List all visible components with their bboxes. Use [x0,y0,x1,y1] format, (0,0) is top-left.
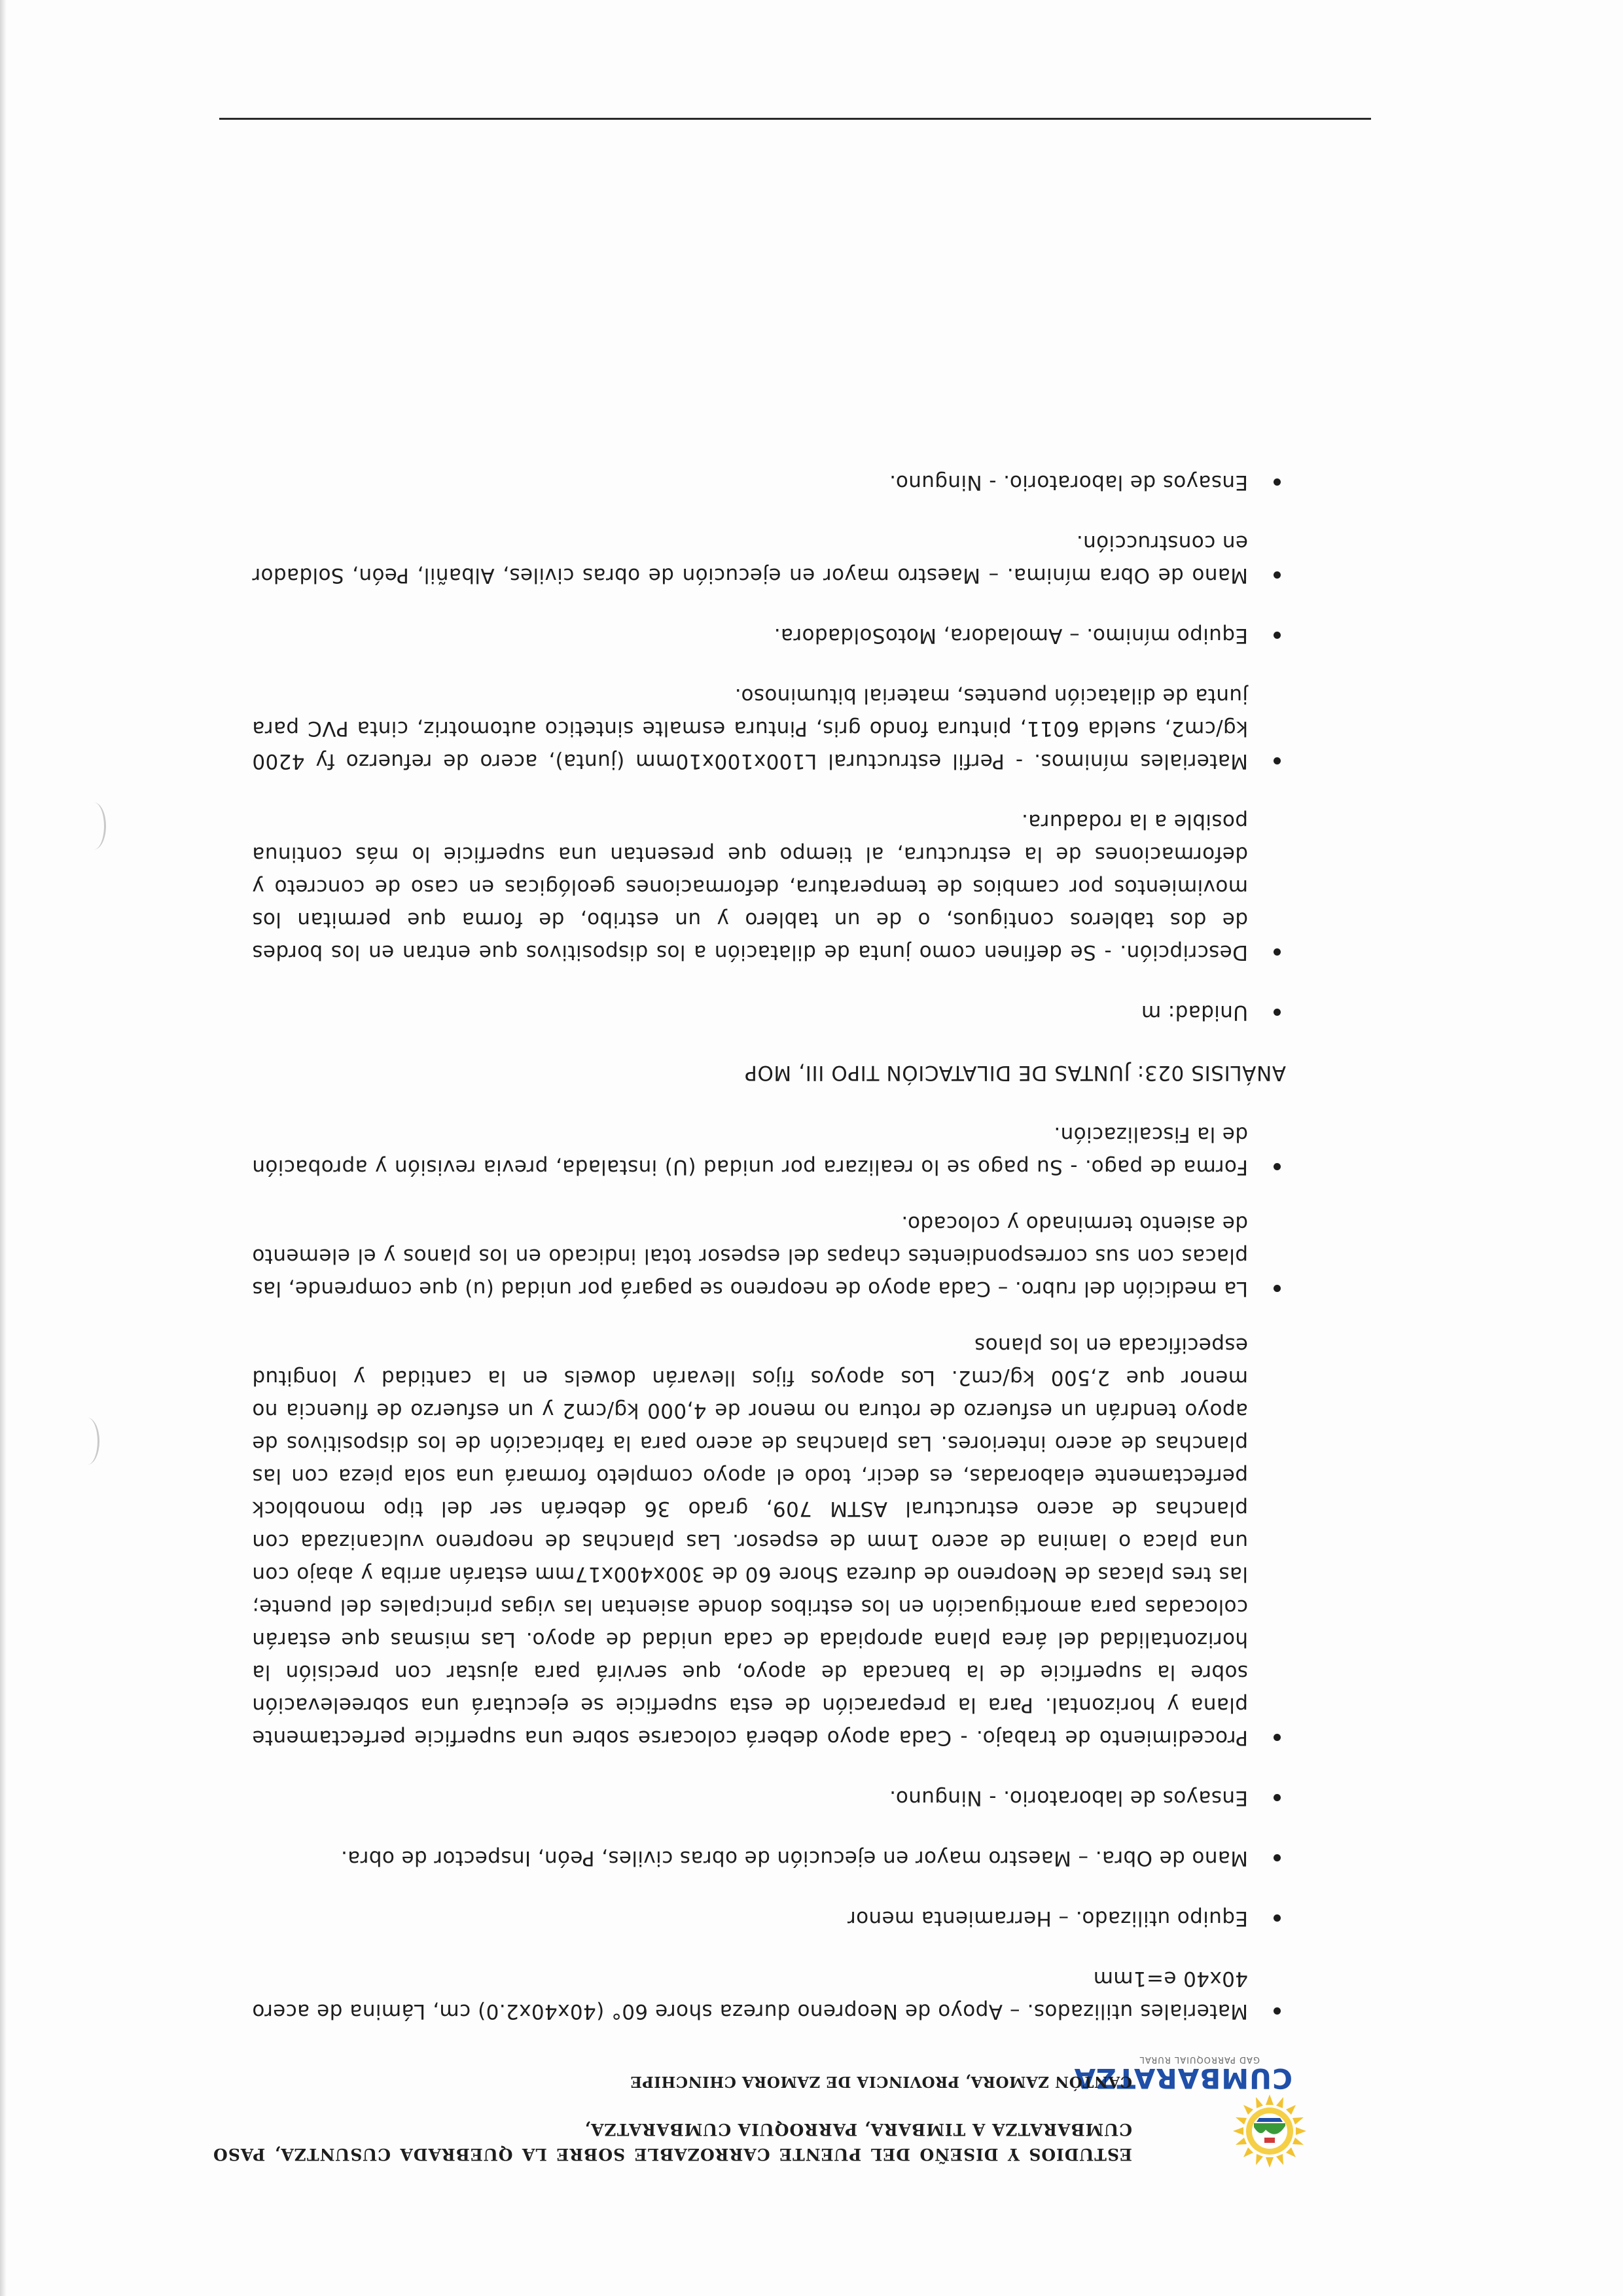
list-item: La medición del rubro. – Cada apoyo de neopreno se pagará por unidad (u) que comprende, las placas con sus correspondientes chapas del espesor total indicado en los planos y el elemento de asiento terminado y colocado. [252,1207,1286,1305]
list-item: Forma de pago. - Su pago se lo realizara por unidad (U) instalada, previa revisión y aprobación de la Fiscalización. [252,1118,1286,1183]
project-location: CANTÓN ZAMORA, PROVINCIA DE ZAMORA CHINCHIPE [630,2073,1132,2090]
section-heading: ANÁLISIS 023: JUNTAS DE DILATACIÓN TIPO III, MOP [744,1061,1286,1085]
footer-divider [219,118,1371,120]
list-item: Materiales utilizados. – Apoyo de Neopreno dureza shore 60° (40x40x2.0) cm, Lámina de acero 40x40 e=1mm [252,1962,1286,2028]
list-item: Mano de Obra. – Maestro mayor en ejecución de obras civiles, Peón, Inspector de obra. [252,1842,1286,1874]
list-item: Equipo mínimo. – Amoladora, MotoSoldadora. [252,619,1286,652]
document-body [252,466,1286,2028]
punch-hole [75,1418,99,1465]
list-item: Equipo utilizado. – Herramienta menor [252,1902,1286,1935]
logo-subtitle: GAD PARROQUIAL RURAL [1139,2054,1260,2064]
list-item: Ensayos de laboratorio. - Ninguno. [252,1782,1286,1814]
list-item: Mano de Obra mínima. – Maestro mayor en ejecución de obras civiles, Albañil, Peón, Soldador en construcción. [252,526,1286,592]
list-item: Descripción. - Se definen como junta de dilatación a los dispositivos que entran en los bordes de dos tableros contiguos, o de un tablero y un estribo, de forma que permitan los movimientos por cambios de temperatura, deformaciones geológicas en caso de concreto y deformaciones de la estructura, al tiempo que presentan una superficie lo más continua posible a la rodadura. [252,805,1286,969]
cumbaratza-logo [1073,2054,1319,2172]
list-item: Procedimiento de trabajo. - Cada apoyo deberá colocarse sobre una superficie perfectamente plana y horizontal. Para la preparación de esta superficie se ejecutará una sobreelevación sobre la superficie de la bancada de apoyo, que servirá para ajustar con precisión la horizontalidad del área plana apropiada de cada unidad de apoyo. Las mismas que estarán colocadas para amortiguación en los estribos donde asientan las vigas principales del puente; las tres placas de Neopreno de dureza Shore 60 de 300x400x17mm estarán arriba y abajo con una placa o lamina de acero 1mm de espesor. Las planchas de neopreno vulcanizada con planchas de acero estructural ASTM 709, grado 36 deberán ser del tipo monoblock perfectamente elaboradas, es decir, todo el apoyo completo formará una sola pieza con las planchas de acero interiores. Las planchas de acero para la fabricación de los dispositivos de apoyo tendrán un esfuerzo de rotura no menor de 4,000 kg/cm2 y un esfuerzo de fluencia no menor que 2,500 kg/cm2. Los apoyos fijos llevarán dowels en la cantidad y longitud especificada en los planos [252,1329,1286,1754]
project-title: ESTUDIOS Y DISEÑO DEL PUENTE CARROZABLE SOBRE LA QUEBRADA CUSUNTZA, PASO CUMBARATZA A TIMBARA, PARROQUIA CUMBARATZA, [213,2120,1132,2164]
document-header [206,2054,1319,2172]
list-item: Materiales mínimos. - Perfil estructural L100x100x10mm (junta), acero de refuerzo fy 4200 kg/cm2, suelda 6011, pintura fondo gris, Pintura esmalte sintetico automotriz, cinta PVC para junta de dilatación puentes, material bituminoso. [252,679,1286,778]
logo-wordmark: CUMBARATZA [1073,2062,1293,2094]
list-item: Unidad: m [252,996,1286,1029]
punch-hole [82,802,106,850]
sun-emblem-icon [1221,2093,1319,2172]
list-item: Ensayos de laboratorio. - Ninguno. [252,466,1286,499]
scan-edge-shadow [0,0,7,2296]
